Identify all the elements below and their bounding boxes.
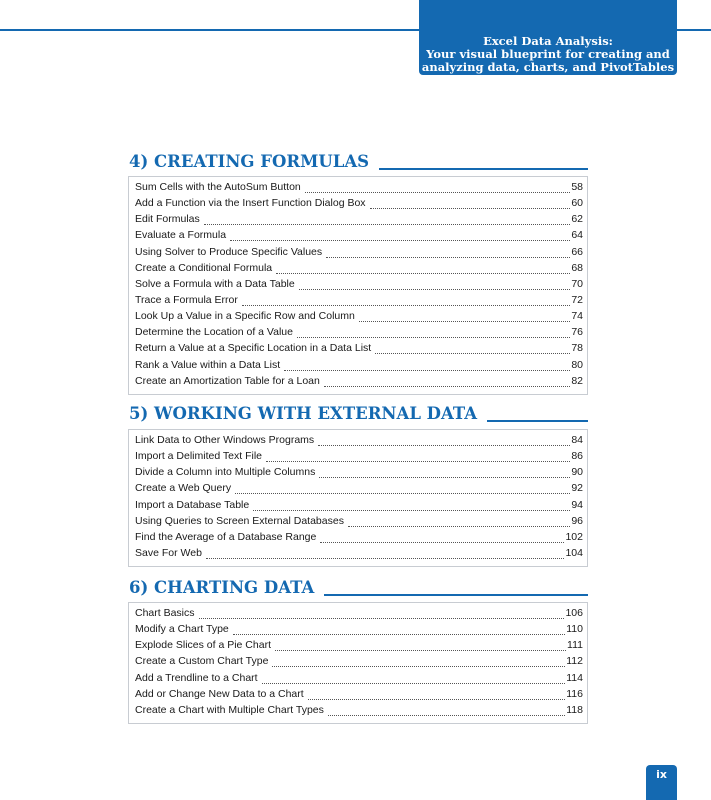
toc-entry [135, 213, 583, 229]
toc-section-4 [128, 176, 588, 395]
leader-dots [359, 321, 570, 322]
leader-dots [272, 666, 565, 667]
toc-entry [135, 466, 583, 482]
toc-section-5 [128, 429, 588, 567]
leader-dots [242, 305, 570, 306]
section-title: 5) WORKING WITH EXTERNAL DATA [129, 404, 478, 423]
leader-dots [206, 558, 565, 559]
toc-entry-page: 90 [571, 466, 583, 479]
toc-entry-page: 68 [571, 261, 583, 274]
book-title-line-2: Your visual blueprint for creating and [426, 47, 670, 61]
leader-dots [319, 477, 570, 478]
toc-entry-page: 72 [571, 293, 583, 306]
toc-entry-title: Create a Chart with Multiple Chart Types [135, 703, 324, 716]
header-rule-right [676, 29, 711, 31]
toc-entry-title: Create a Conditional Formula [135, 261, 273, 274]
toc-entry-page: 78 [571, 342, 583, 355]
toc-entry-title: Rank a Value within a Data List [135, 358, 281, 371]
leader-dots [305, 192, 571, 193]
toc-entry-title: Divide a Column into Multiple Columns [135, 466, 316, 479]
toc-entry [135, 499, 583, 515]
leader-dots [235, 493, 570, 494]
toc-entry-title: Modify a Chart Type [135, 623, 229, 636]
toc-entry-page: 92 [571, 482, 583, 495]
toc-entry [135, 246, 583, 262]
toc-entry [135, 294, 583, 310]
leader-dots [262, 683, 566, 684]
toc-entry [135, 704, 583, 720]
section-heading-6 [129, 576, 588, 598]
toc-entry-page: 64 [571, 229, 583, 242]
toc-entry [135, 326, 583, 342]
toc-entry-title: Solve a Formula with a Data Table [135, 277, 295, 290]
toc-entry-title: Using Solver to Produce Specific Values [135, 245, 323, 258]
toc-entry [135, 655, 583, 671]
leader-dots [324, 386, 570, 387]
book-title-tab [419, 0, 677, 75]
toc-entry-title: Sum Cells with the AutoSum Button [135, 181, 301, 193]
toc-entry [135, 375, 583, 391]
toc-entry-title: Edit Formulas [135, 213, 200, 226]
leader-dots [326, 257, 570, 258]
toc-entry-page: 102 [565, 530, 583, 543]
leader-dots [284, 370, 570, 371]
toc-entry-title: Link Data to Other Windows Programs [135, 434, 315, 446]
toc-entry-page: 74 [571, 310, 583, 323]
leader-dots [299, 289, 571, 290]
toc-entry-page: 96 [571, 514, 583, 527]
toc-entry-page: 94 [571, 498, 583, 511]
toc-entry-page: 60 [571, 197, 583, 210]
toc-entry [135, 688, 583, 704]
toc-entry [135, 197, 583, 213]
leader-dots [328, 715, 565, 716]
toc-entry-title: Return a Value at a Specific Location in a Data List [135, 342, 372, 355]
toc-entry-page: 116 [566, 687, 583, 700]
toc-entry [135, 450, 583, 466]
toc-entry-title: Trace a Formula Error [135, 293, 238, 306]
toc-entry-page: 82 [571, 374, 583, 387]
leader-dots [308, 699, 566, 700]
leader-dots [275, 650, 566, 651]
toc-entry [135, 342, 583, 358]
leader-dots [230, 240, 570, 241]
toc-entry-title: Using Queries to Screen External Databases [135, 514, 344, 527]
toc-entry [135, 515, 583, 531]
toc-entry-page: 84 [571, 434, 583, 446]
toc-entry [135, 262, 583, 278]
book-title-line-1: Excel Data Analysis: [483, 34, 613, 48]
toc-entry-title: Add a Trendline to a Chart [135, 671, 258, 684]
leader-dots [276, 273, 570, 274]
toc-entry-title: Determine the Location of a Value [135, 326, 293, 339]
toc-section-6 [128, 602, 588, 724]
toc-entry-page: 70 [571, 277, 583, 290]
leader-dots [199, 618, 565, 619]
toc-entry-title: Create a Custom Chart Type [135, 655, 269, 668]
toc-entry-page: 86 [571, 450, 583, 463]
toc-entry-page: 106 [565, 607, 583, 619]
toc-entry [135, 482, 583, 498]
toc-entry [135, 181, 583, 197]
toc-entry-title: Explode Slices of a Pie Chart [135, 639, 271, 652]
leader-dots [318, 445, 570, 446]
toc-entry [135, 310, 583, 326]
toc-entry [135, 359, 583, 375]
section-rule [324, 594, 588, 596]
toc-entry [135, 607, 583, 623]
leader-dots [253, 510, 570, 511]
section-rule [379, 168, 588, 170]
section-title: 4) CREATING FORMULAS [129, 152, 370, 171]
toc-entry-page: 118 [566, 703, 583, 716]
toc-entry-title: Add a Function via the Insert Function Dialog Box [135, 197, 366, 210]
toc-entry-page: 58 [571, 181, 583, 193]
leader-dots [204, 224, 571, 225]
toc-entry-page: 110 [566, 623, 583, 636]
toc-entry-page: 111 [567, 639, 583, 652]
section-rule [487, 420, 588, 422]
leader-dots [297, 337, 570, 338]
section-heading-5 [129, 402, 588, 424]
toc-entry-page: 80 [571, 358, 583, 371]
section-heading-4 [129, 150, 588, 172]
toc-entry [135, 672, 583, 688]
leader-dots [266, 461, 570, 462]
toc-entry-title: Evaluate a Formula [135, 229, 227, 242]
toc-entry-page: 62 [571, 213, 583, 226]
toc-entry [135, 547, 583, 563]
leader-dots [370, 208, 571, 209]
book-title-line-3: analyzing data, charts, and PivotTables [421, 60, 675, 74]
toc-entry-page: 104 [565, 546, 583, 559]
toc-entry-title: Add or Change New Data to a Chart [135, 687, 304, 700]
toc-entry-title: Import a Delimited Text File [135, 450, 263, 463]
toc-entry-title: Find the Average of a Database Range [135, 530, 317, 543]
toc-entry-title: Create an Amortization Table for a Loan [135, 374, 320, 387]
toc-entry-title: Create a Web Query [135, 482, 232, 495]
toc-entry [135, 623, 583, 639]
toc-entry [135, 229, 583, 245]
section-title: 6) CHARTING DATA [129, 578, 315, 597]
toc-entry [135, 278, 583, 294]
toc-entry [135, 434, 583, 450]
page-number-badge: ix [646, 765, 677, 800]
toc-entry-title: Look Up a Value in a Specific Row and Column [135, 310, 355, 323]
leader-dots [375, 353, 570, 354]
header-rule [0, 29, 420, 31]
leader-dots [320, 542, 564, 543]
leader-dots [348, 526, 570, 527]
toc-entry-page: 76 [571, 326, 583, 339]
toc-entry-page: 114 [566, 671, 583, 684]
toc-entry-page: 112 [566, 655, 583, 668]
leader-dots [233, 634, 565, 635]
toc-entry [135, 639, 583, 655]
toc-entry [135, 531, 583, 547]
toc-entry-page: 66 [571, 245, 583, 258]
toc-entry-title: Save For Web [135, 546, 202, 559]
toc-entry-title: Chart Basics [135, 607, 195, 619]
toc-entry-title: Import a Database Table [135, 498, 250, 511]
